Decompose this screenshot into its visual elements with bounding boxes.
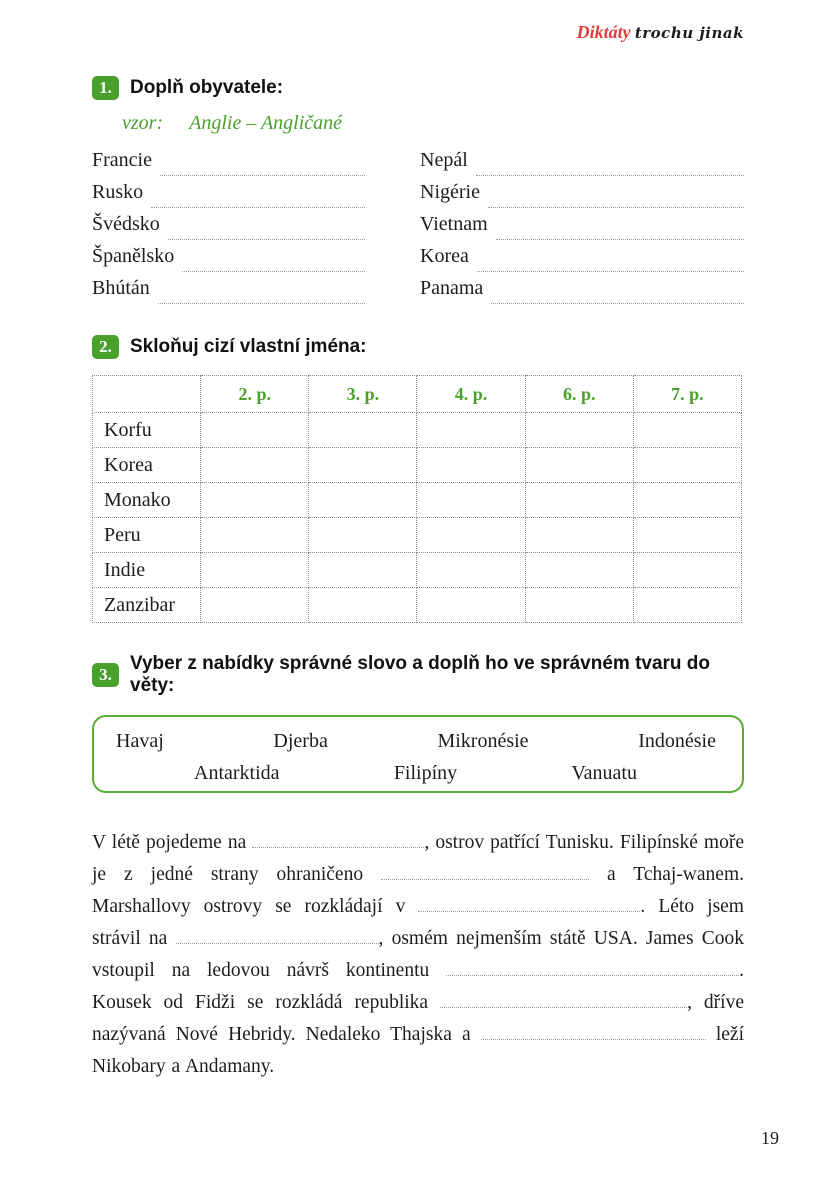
word-bank-item: Indonésie	[638, 730, 716, 752]
exercise1-title: Doplň obyvatele:	[130, 77, 284, 98]
country-row	[420, 181, 744, 213]
answer-line[interactable]	[158, 290, 365, 304]
row-label: Peru	[93, 518, 201, 553]
exercise3-number-badge: 3.	[92, 663, 119, 687]
country-label: Francie	[92, 149, 152, 171]
row-label: Korfu	[93, 413, 201, 448]
answer-line[interactable]	[477, 258, 744, 272]
table-cell[interactable]	[525, 413, 633, 448]
page-number: 19	[761, 1128, 779, 1148]
exercise3-title: Vyber z nabídky správné slovo a doplň ho ve správném tvaru do věty:	[130, 653, 711, 696]
table-cell[interactable]	[309, 413, 417, 448]
country-row	[92, 181, 365, 213]
exercise2-header	[92, 335, 744, 359]
country-row	[420, 277, 744, 309]
fill-paragraph: V létě pojedeme na , ostrov patřící Tunisku. Filipínské moře je z jedné strany ohraničeno a Tchaj-wanem. Marshallovy ostrovy se rozkládají v . Léto jsem strávil na , osmém nejmenším státě USA. James Cook vstoupil na ledovou návrš kontinentu . Kousek od Fidži se rozkládá republika , dříve nazývaná Nové Hebridy. Nedaleko Thajska a leží Nikobary a Andamany.	[92, 832, 745, 1077]
word-bank-row	[94, 762, 742, 794]
country-row	[92, 149, 365, 181]
table-cell[interactable]	[525, 588, 633, 623]
country-label: Nigérie	[420, 181, 480, 203]
country-column-left	[92, 149, 365, 309]
table-cell[interactable]	[633, 483, 741, 518]
word-bank-item: Vanuatu	[571, 762, 637, 784]
example-label: vzor:	[122, 112, 164, 134]
column-header: 4. p.	[417, 376, 525, 413]
fill-blank[interactable]	[440, 995, 687, 1008]
table-cell[interactable]	[309, 448, 417, 483]
country-column-right	[420, 149, 744, 309]
exercise1-number-badge: 1.	[92, 76, 119, 100]
word-bank	[92, 715, 744, 793]
table-cell[interactable]	[309, 483, 417, 518]
exercise2-number-badge: 2.	[92, 335, 119, 359]
country-label: Bhútán	[92, 277, 150, 299]
table-cell[interactable]	[525, 553, 633, 588]
row-label: Korea	[93, 448, 201, 483]
answer-line[interactable]	[491, 290, 744, 304]
table-row	[93, 518, 742, 553]
exercise2-title: Skloňuj cizí vlastní jména:	[130, 336, 367, 357]
exercise3-header	[92, 653, 744, 697]
table-row	[93, 448, 742, 483]
answer-line[interactable]	[488, 194, 744, 208]
table-row	[93, 553, 742, 588]
exercise1-header	[92, 76, 744, 100]
answer-line[interactable]	[182, 258, 365, 272]
declension-table	[92, 375, 742, 623]
country-row	[420, 245, 744, 277]
word-bank-item: Havaj	[116, 730, 164, 752]
country-label: Panama	[420, 277, 484, 299]
country-row	[92, 213, 365, 245]
word-bank-item: Djerba	[273, 730, 328, 752]
table-cell[interactable]	[417, 588, 525, 623]
table-row	[93, 413, 742, 448]
country-label: Španělsko	[92, 245, 175, 267]
table-cell[interactable]	[525, 518, 633, 553]
word-bank-item: Filipíny	[393, 762, 458, 784]
fill-blank[interactable]	[176, 931, 379, 944]
table-cell[interactable]	[633, 413, 741, 448]
example-text: Anglie – Angličané	[189, 112, 343, 134]
word-bank-item: Mikronésie	[437, 730, 529, 752]
table-header-row	[93, 376, 742, 413]
table-cell[interactable]	[633, 518, 741, 553]
table-cell[interactable]	[525, 448, 633, 483]
fill-blank[interactable]	[481, 1027, 706, 1040]
table-corner-cell	[93, 376, 201, 413]
answer-line[interactable]	[496, 226, 744, 240]
country-label: Nepál	[420, 149, 468, 171]
table-cell[interactable]	[417, 553, 525, 588]
country-label: Vietnam	[420, 213, 488, 235]
table-cell[interactable]	[633, 448, 741, 483]
column-header: 6. p.	[525, 376, 633, 413]
word-bank-item: Antarktida	[194, 762, 280, 784]
table-cell[interactable]	[417, 483, 525, 518]
table-cell[interactable]	[417, 413, 525, 448]
answer-line[interactable]	[168, 226, 365, 240]
fill-blank[interactable]	[381, 867, 589, 880]
table-cell[interactable]	[201, 413, 309, 448]
table-row	[93, 483, 742, 518]
table-cell[interactable]	[417, 518, 525, 553]
row-label: Monako	[93, 483, 201, 518]
word-bank-row	[94, 730, 742, 762]
exercise1-example	[122, 112, 744, 135]
brand-title: Diktáty	[576, 22, 631, 42]
brand-subtitle: trochu jinak	[634, 24, 744, 42]
country-row	[92, 245, 365, 277]
country-row	[92, 277, 365, 309]
answer-line[interactable]	[160, 162, 365, 176]
column-header: 3. p.	[309, 376, 417, 413]
table-cell[interactable]	[201, 518, 309, 553]
answer-line[interactable]	[476, 162, 744, 176]
country-row	[420, 213, 744, 245]
column-header: 2. p.	[201, 376, 309, 413]
country-label: Korea	[420, 245, 469, 267]
page-content	[92, 0, 744, 1083]
fill-blank[interactable]	[418, 899, 640, 912]
row-label: Zanzibar	[93, 588, 201, 623]
table-cell[interactable]	[201, 448, 309, 483]
row-label: Indie	[93, 553, 201, 588]
country-label: Rusko	[92, 181, 144, 203]
table-cell[interactable]	[525, 483, 633, 518]
table-cell[interactable]	[633, 553, 741, 588]
country-row	[420, 149, 744, 181]
fill-blank[interactable]	[252, 835, 424, 848]
table-row	[93, 588, 742, 623]
answer-line[interactable]	[151, 194, 365, 208]
fill-blank[interactable]	[446, 963, 739, 976]
column-header: 7. p.	[633, 376, 741, 413]
table-cell[interactable]	[417, 448, 525, 483]
table-cell[interactable]	[633, 588, 741, 623]
country-label: Švédsko	[92, 213, 160, 235]
table-cell[interactable]	[201, 588, 309, 623]
table-cell[interactable]	[309, 518, 417, 553]
table-cell[interactable]	[201, 483, 309, 518]
country-list	[92, 149, 744, 309]
table-cell[interactable]	[309, 553, 417, 588]
table-cell[interactable]	[201, 553, 309, 588]
table-cell[interactable]	[309, 588, 417, 623]
